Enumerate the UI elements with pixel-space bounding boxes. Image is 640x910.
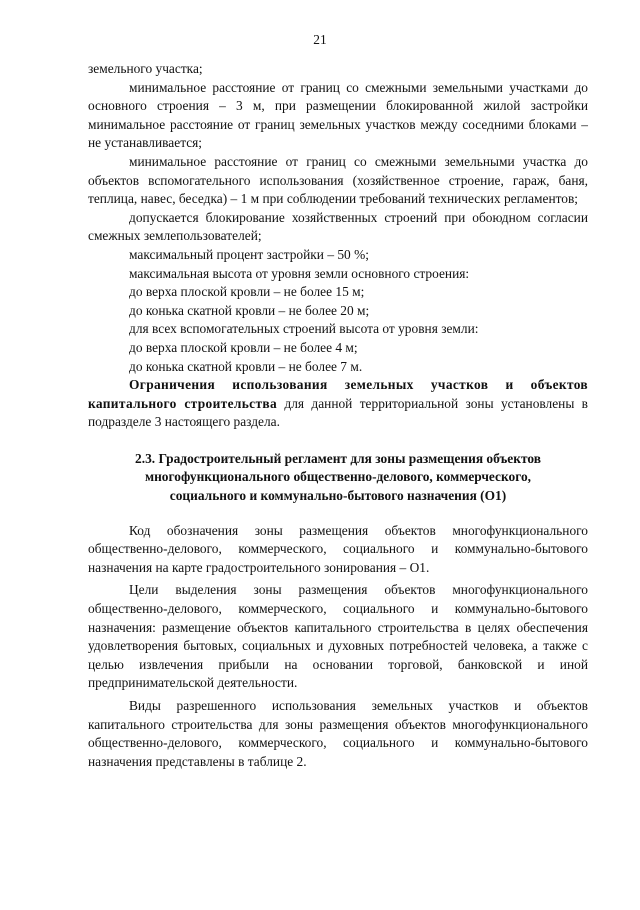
paragraph-auxiliary-distance: минимальное расстояние от границ со смежными земельными участка до объектов вспомогательного использования (хозяйственное строение, гараж, баня, теплица, навес, беседка) – 1 м при соблюдении требований технических регламентов; (88, 153, 588, 207)
section-heading-line-2: многофункционального общественно-делового, коммерческого, (144, 469, 532, 485)
line-pitched-roof-aux: до конька скатной кровли – не более 7 м. (129, 358, 363, 374)
paragraph-permitted-uses: Виды разрешенного использования земельных участков и объектов капитального строительства для зоны размещения объектов многофункционального общественно-делового, коммерческого, социального и коммунально-бытового назначения представлены в таблице 2. (88, 698, 588, 769)
paragraph-blocking: допускается блокирование хозяйственных строений при обоюдном согласии смежных землепользователей; (88, 209, 588, 244)
section-heading (88, 450, 588, 506)
restrictions-rest-text: для данной территориальной зоны установлены в подразделе 3 настоящего раздела. (88, 395, 589, 430)
line-pitched-roof-main: до конька скатной кровли – не более 20 м; (129, 302, 370, 318)
paragraph-restrictions (88, 376, 588, 432)
restrictions-bold-text: Ограничения использования земельных участков и объектов капитального строительства (88, 377, 588, 411)
section-heading-line-1: 2.3. Градостроительный регламент для зоны размещения объектов (135, 450, 541, 466)
line-max-height-main: максимальная высота от уровня земли основного строения: (129, 265, 470, 281)
line-flat-roof-main: до верха плоской кровли – не более 15 м; (129, 284, 365, 300)
paragraph-main-building-distance: минимальное расстояние от границ со смежными земельными участками до основного строения – 3 м, при размещении блокированной жилой застройки минимальное расстояние от границ земельных участков между соседними блоками – не устанавливается; (88, 79, 588, 151)
section-heading-line-3: социального и коммунально-бытового назначения (О1) (169, 488, 507, 504)
paragraph-zone-code: Код обозначения зоны размещения объектов многофункционального общественно-делового, коммерческого, социального и коммунально-бытового назначения на карте градостроительного зонирования – О1. (88, 522, 588, 575)
paragraph-continuation: земельного участка; (88, 61, 203, 76)
page-number: 21 (313, 32, 327, 47)
paragraph-zone-goals: Цели выделения зоны размещения объектов многофункционального общественно-делового, коммерческого, социального и коммунально-бытового назначения: размещение объектов капитального строительства в целях обеспечения удовлетворения бытовых, социальных и духовных потребностей человека, а также с целью извлечения прибыли на основании торговой, банковской и иной предпринимательской деятельности. (88, 582, 588, 691)
line-flat-roof-aux: до верха плоской кровли – не более 4 м; (129, 339, 358, 355)
document-body (88, 60, 588, 771)
line-max-coverage: максимальный процент застройки – 50 %; (129, 246, 369, 262)
line-auxiliary-height: для всех вспомогательных строений высота от уровня земли: (129, 321, 479, 337)
